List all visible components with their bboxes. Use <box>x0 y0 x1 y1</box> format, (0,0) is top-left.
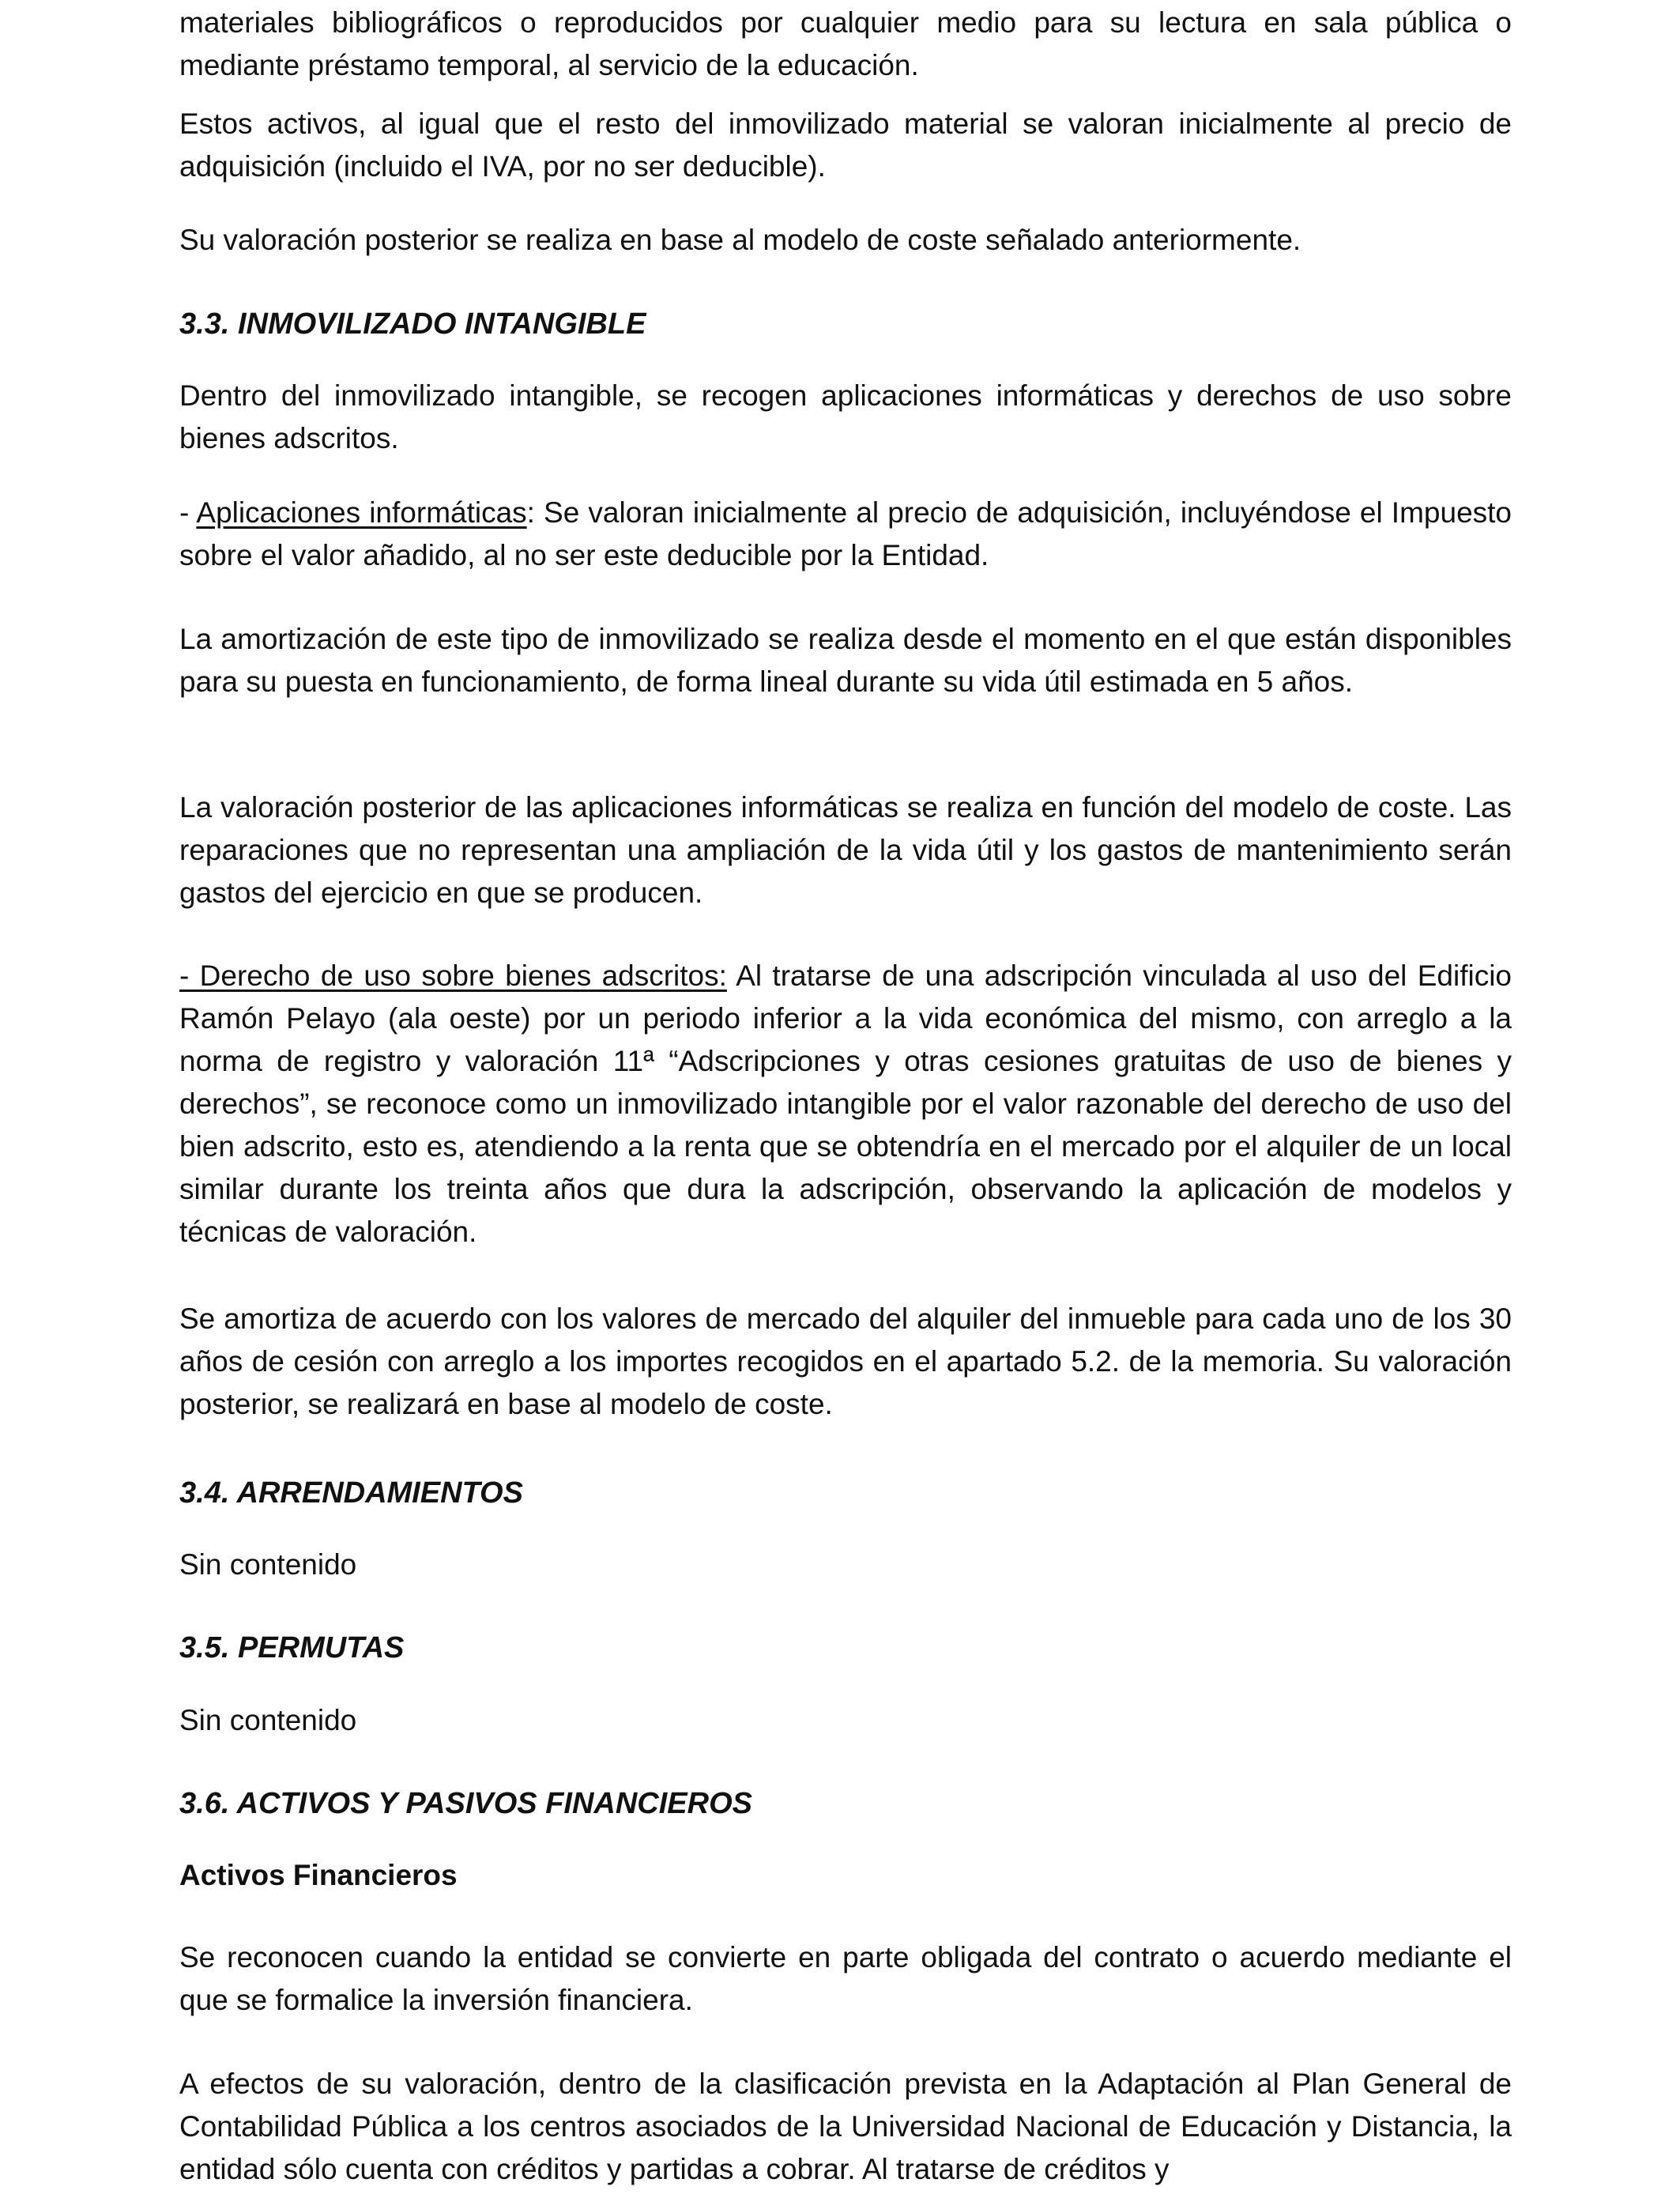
paragraph-valoracion-aplicaciones: La valoración posterior de las aplicaciones informáticas se realiza en función del modelo de coste. Las reparaciones que no representan una ampliación de la vida útil y los gastos de mantenimiento serán gastos del ejercicio en que se producen. <box>179 791 1512 909</box>
aplicaciones-text: : Se valoran inicialmente al precio de adquisición, incluyéndose el Impuesto sobre el valor añadido, al no ser este deducible por la Entidad. <box>179 496 1512 571</box>
paragraph-aplicaciones <box>179 492 1512 577</box>
paragraph-intangible: Dentro del inmovilizado intangible, se recogen aplicaciones informáticas y derechos de uso sobre bienes adscritos. <box>179 379 1512 454</box>
subheading-activos-financieros: Activos Financieros <box>179 1859 458 1891</box>
paragraph-amortiza: Se amortiza de acuerdo con los valores de mercado del alquiler del inmueble para cada uno de los 30 años de cesión con arreglo a los importes recogidos en el apartado 5.2. de la memoria. Su valoración posterior, se realizará en base al modelo de coste. <box>179 1302 1512 1420</box>
heading-inmovilizado-intangible: 3.3. INMOVILIZADO INTANGIBLE <box>179 307 646 341</box>
paragraph-derecho-uso <box>179 955 1512 1253</box>
paragraph-activos: Estos activos, al igual que el resto del inmovilizado material se valoran inicialmente al precio de adquisición (incluido el IVA, por no ser deducible). <box>179 107 1512 183</box>
aplicaciones-label: Aplicaciones informáticas <box>196 496 527 529</box>
paragraph-intro: materiales bibliográficos o reproducidos por cualquier medio para su lectura en sala pública o mediante préstamo temporal, al servicio de la educación. <box>179 6 1512 81</box>
sin-contenido-permutas: Sin contenido <box>179 1704 357 1736</box>
aplicaciones-prefix: - <box>179 496 197 529</box>
paragraph-valoracion: Su valoración posterior se realiza en base al modelo de coste señalado anteriormente. <box>179 224 1301 256</box>
heading-arrendamientos: 3.4. ARRENDAMIENTOS <box>179 1476 523 1510</box>
sin-contenido-arrendamientos: Sin contenido <box>179 1548 357 1581</box>
paragraph-efectos: A efectos de su valoración, dentro de la clasificación prevista en la Adaptación al Plan General de Contabilidad Pública a los centros asociados de la Universidad Nacional de Educación y Distancia, la entidad sólo cuenta con créditos y partidas a cobrar. Al tratarse de créditos y <box>179 2068 1512 2185</box>
heading-activos-pasivos-financieros: 3.6. ACTIVOS Y PASIVOS FINANCIEROS <box>179 1787 752 1820</box>
derecho-label: - Derecho de uso sobre bienes adscritos: <box>179 959 727 992</box>
derecho-text: Al tratarse de una adscripción vinculada al uso del Edificio Ramón Pelayo (ala oeste) por un periodo inferior a la vida económica del mismo, con arreglo a la norma de registro y valoración 11ª “Adscripciones y otras cesiones gratuitas de uso de bienes y derechos”, se reconoce como un inmovilizado intangible por el valor razonable del derecho de uso del bien adscrito, esto es, atendiendo a la renta que se obtendría en el mercado por el alquiler de un local similar durante los treinta años que dura la adscripción, observando la aplicación de modelos y técnicas de valoración. <box>179 959 1512 1248</box>
heading-permutas: 3.5. PERMUTAS <box>179 1631 405 1664</box>
paragraph-reconocen: Se reconocen cuando la entidad se convierte en parte obligada del contrato o acuerdo mediante el que se formalice la inversión financiera. <box>179 1941 1512 2016</box>
paragraph-amortizacion: La amortización de este tipo de inmovilizado se realiza desde el momento en el que están disponibles para su puesta en funcionamiento, de forma lineal durante su vida útil estimada en 5 años. <box>179 623 1512 698</box>
